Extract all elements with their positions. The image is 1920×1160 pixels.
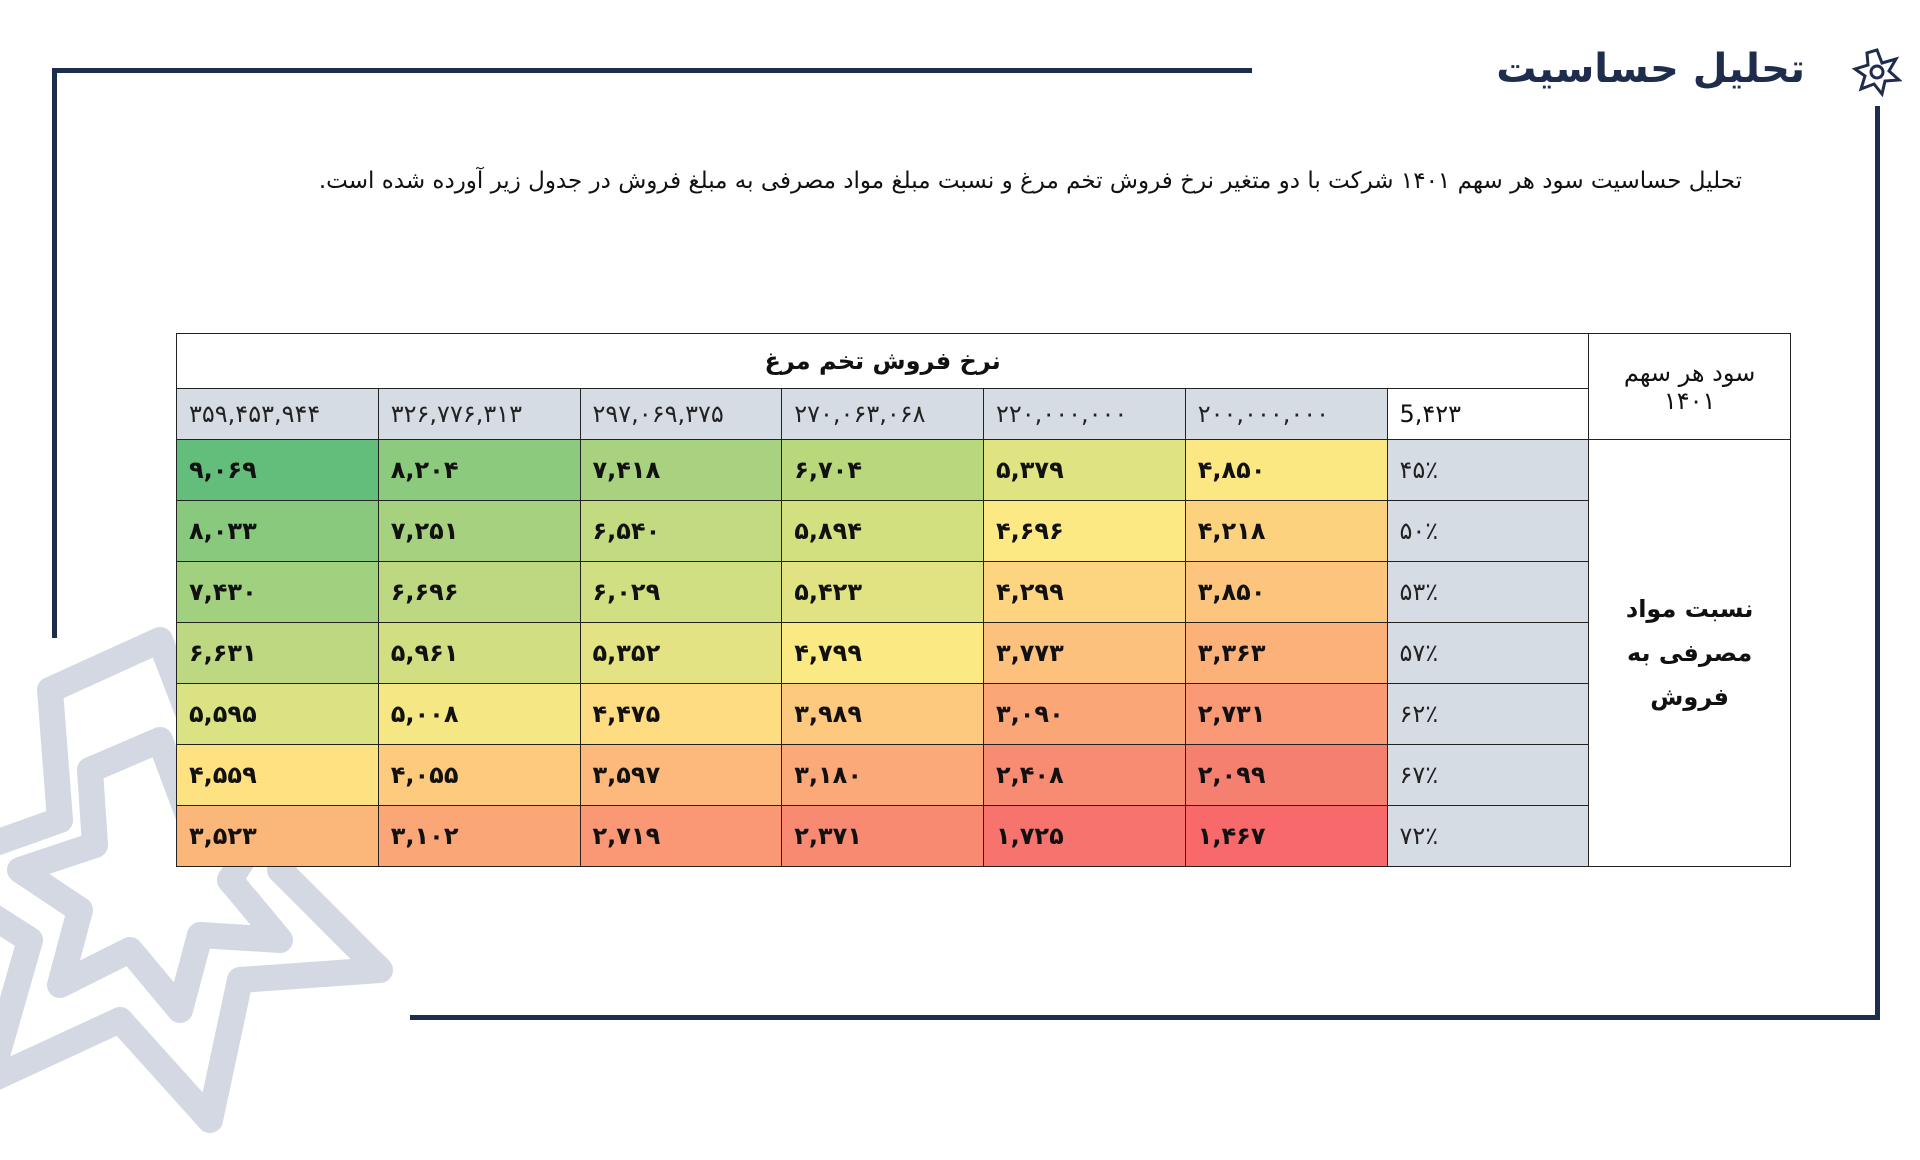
table-cell: ۲,۷۱۹ <box>580 806 782 867</box>
row-header: ۵۰٪ <box>1387 501 1589 562</box>
column-header: ۲۲۰,۰۰۰,۰۰۰ <box>984 389 1186 440</box>
table-row <box>177 440 1791 501</box>
table-cell: ۹,۰۶۹ <box>177 440 379 501</box>
frame-right-line <box>1875 106 1880 1020</box>
row-header: ۷۲٪ <box>1387 806 1589 867</box>
row-header: ۵۳٪ <box>1387 562 1589 623</box>
table-cell: ۷,۲۵۱ <box>378 501 580 562</box>
table-cell: ۴,۷۹۹ <box>782 623 984 684</box>
row-header: ۶۲٪ <box>1387 684 1589 745</box>
table-cell: ۲,۰۹۹ <box>1185 745 1387 806</box>
table-cell: ۵,۹۶۱ <box>378 623 580 684</box>
table-cell: ۶,۰۲۹ <box>580 562 782 623</box>
table-row <box>177 501 1791 562</box>
column-header: ۳۵۹,۴۵۳,۹۴۴ <box>177 389 379 440</box>
row-header: ۴۵٪ <box>1387 440 1589 501</box>
table-cell: ۲,۳۷۱ <box>782 806 984 867</box>
column-header: ۲۷۰,۰۶۳,۰۶۸ <box>782 389 984 440</box>
description-text: تحلیل حساسیت سود هر سهم ۱۴۰۱ شرکت با دو متغیر نرخ فروش تخم مرغ و نسبت مبلغ مواد مصرفی به مبلغ فروش در جدول زیر آورده شده است. <box>318 168 1742 194</box>
table-row <box>177 806 1791 867</box>
table-row <box>177 745 1791 806</box>
table-cell: ۴,۲۹۹ <box>984 562 1186 623</box>
table-cell: ۴,۰۵۵ <box>378 745 580 806</box>
table-cell: ۵,۳۷۹ <box>984 440 1186 501</box>
row-axis-title: نسبت مواد مصرفی به فروش <box>1589 440 1791 867</box>
table-cell: ۳,۷۷۳ <box>984 623 1186 684</box>
column-axis-title: نرخ فروش تخم مرغ <box>177 334 1589 389</box>
table-cell: ۵,۴۲۳ <box>782 562 984 623</box>
table-row <box>177 562 1791 623</box>
table-cell: ۵,۸۹۴ <box>782 501 984 562</box>
table-cell: ۸,۲۰۴ <box>378 440 580 501</box>
frame-left-line <box>52 68 57 638</box>
page-title: تحلیل حساسیت <box>1496 46 1805 92</box>
table-row <box>177 684 1791 745</box>
table-cell: ۸,۰۳۳ <box>177 501 379 562</box>
table-cell: ۳,۹۸۹ <box>782 684 984 745</box>
row-header: ۶۷٪ <box>1387 745 1589 806</box>
table-cell: ۲,۴۰۸ <box>984 745 1186 806</box>
table-cell: ۲,۷۳۱ <box>1185 684 1387 745</box>
table-cell: ۳,۵۲۳ <box>177 806 379 867</box>
table-cell: ۶,۶۹۶ <box>378 562 580 623</box>
row-header: ۵۷٪ <box>1387 623 1589 684</box>
sensitivity-table <box>176 333 1791 867</box>
table-cell: ۶,۷۰۴ <box>782 440 984 501</box>
column-header: ۲۰۰,۰۰۰,۰۰۰ <box>1185 389 1387 440</box>
frame-bottom-line <box>410 1015 1880 1020</box>
table-cell: ۴,۲۱۸ <box>1185 501 1387 562</box>
table-cell: ۴,۶۹۶ <box>984 501 1186 562</box>
column-header: ۳۲۶,۷۷۶,۳۱۳ <box>378 389 580 440</box>
table-cell: ۶,۶۳۱ <box>177 623 379 684</box>
table-cell: ۳,۳۶۳ <box>1185 623 1387 684</box>
corner-label: سود هر سهم ۱۴۰۱ <box>1589 334 1791 440</box>
table-cell: ۳,۱۸۰ <box>782 745 984 806</box>
table-cell: ۵,۵۹۵ <box>177 684 379 745</box>
table-cell: ۵,۰۰۸ <box>378 684 580 745</box>
table-cell: ۱,۴۶۷ <box>1185 806 1387 867</box>
frame-top-line <box>52 68 1252 73</box>
table-cell: ۴,۵۵۹ <box>177 745 379 806</box>
table-row <box>177 623 1791 684</box>
table-cell: ۴,۴۷۵ <box>580 684 782 745</box>
table-cell: ۳,۰۹۰ <box>984 684 1186 745</box>
base-value: 5,۴۲۳ <box>1387 389 1589 440</box>
column-header-row <box>177 389 1791 440</box>
table-cell: ۷,۴۳۰ <box>177 562 379 623</box>
table-cell: ۶,۵۴۰ <box>580 501 782 562</box>
table-cell: ۷,۴۱۸ <box>580 440 782 501</box>
company-logo-icon <box>1852 47 1902 97</box>
table-cell: ۱,۷۲۵ <box>984 806 1186 867</box>
table-cell: ۴,۸۵۰ <box>1185 440 1387 501</box>
table-cell: ۵,۳۵۲ <box>580 623 782 684</box>
column-header: ۲۹۷,۰۶۹,۳۷۵ <box>580 389 782 440</box>
table-cell: ۳,۱۰۲ <box>378 806 580 867</box>
table-cell: ۳,۸۵۰ <box>1185 562 1387 623</box>
table-cell: ۳,۵۹۷ <box>580 745 782 806</box>
